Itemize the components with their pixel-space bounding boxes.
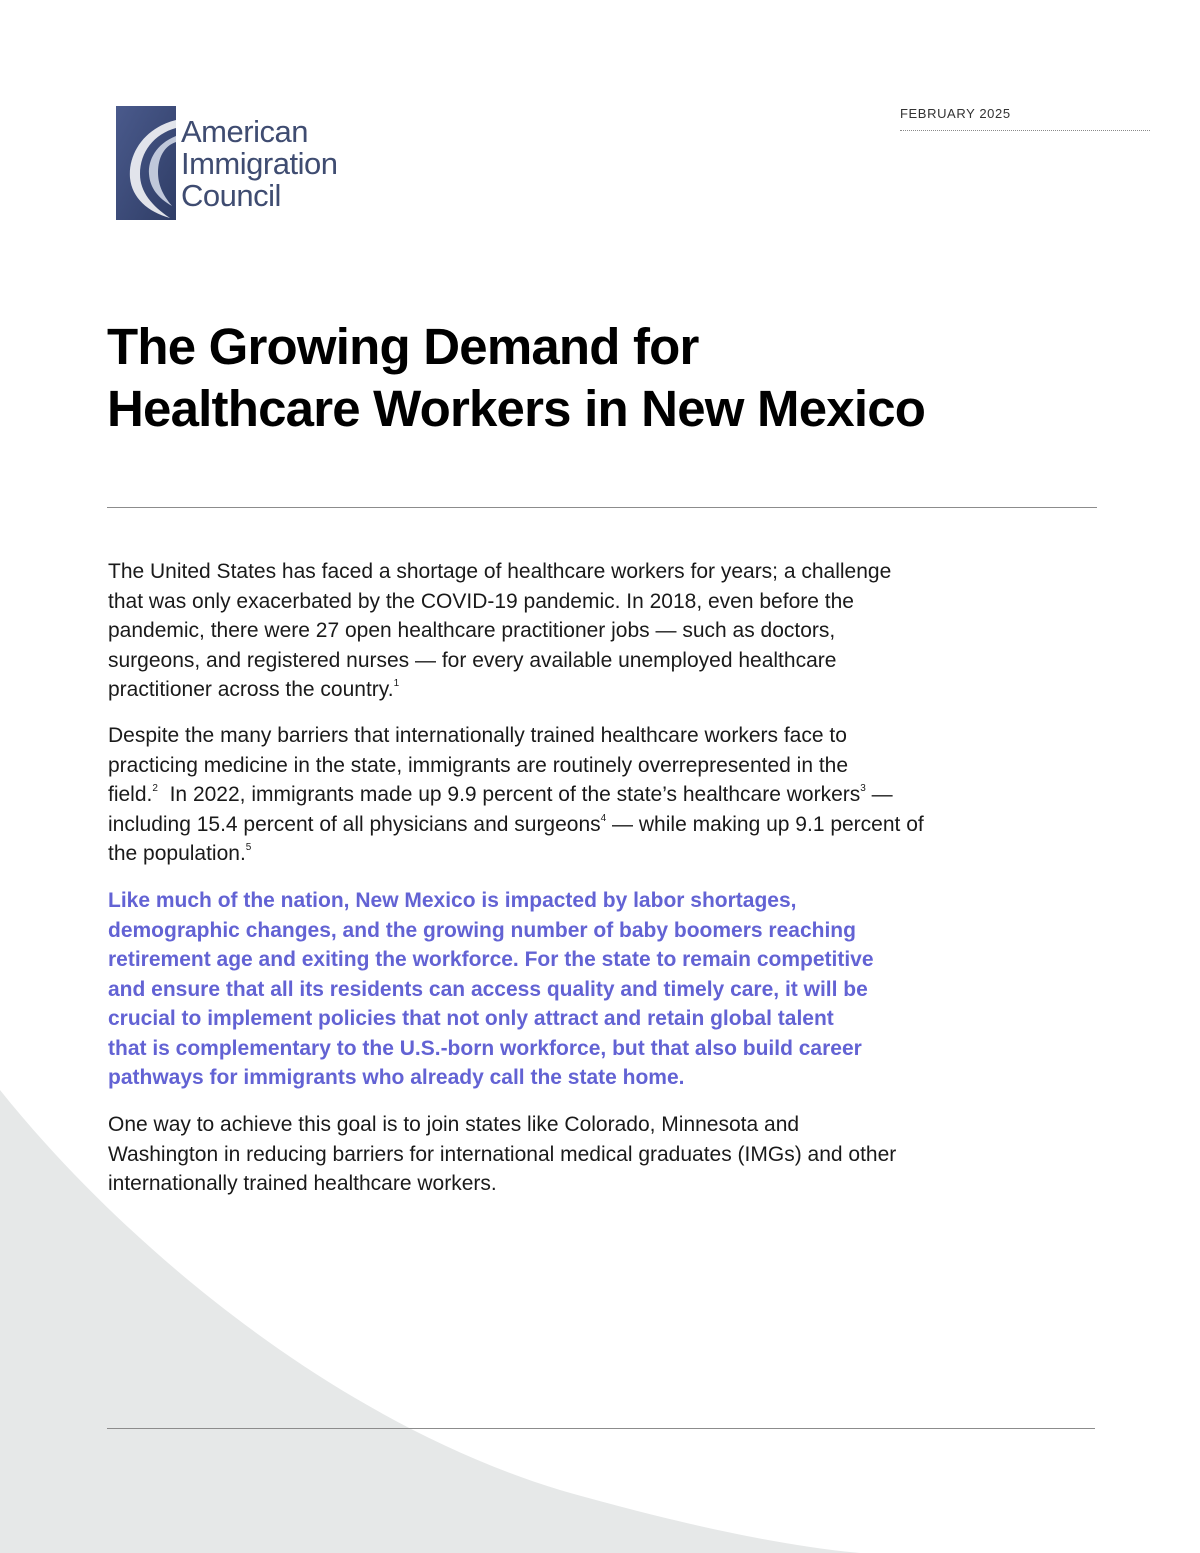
paragraph-line: Despite the many barriers that internationally trained healthcare workers face to <box>108 724 847 747</box>
paragraph-text: In 2022, immigrants made up 9.9 percent of the state’s healthcare workers <box>157 783 861 806</box>
page-title <box>107 316 1127 440</box>
paragraph-line: Washington in reducing barriers for international medical graduates (IMGs) and other <box>108 1142 897 1166</box>
paragraph-line: pandemic, there were 27 open healthcare practitioner jobs — such as doctors, <box>108 619 836 642</box>
paragraph-line <box>108 839 1108 869</box>
paragraph-text: — while making up 9.1 percent of <box>606 812 924 836</box>
paragraph-line: internationally trained healthcare workers. <box>108 1172 497 1195</box>
paragraph-text: the population. <box>108 842 246 865</box>
paragraph-line: One way to achieve this goal is to join states like Colorado, Minnesota and <box>108 1113 800 1136</box>
highlight-line: Like much of the nation, New Mexico is impacted by labor shortages, <box>108 889 797 912</box>
highlight-line: that is complementary to the U.S.-born workforce, but that also build career <box>108 1036 862 1060</box>
publication-date: FEBRUARY 2025 <box>900 106 1150 131</box>
footnote-ref[interactable]: 2 <box>152 783 158 794</box>
highlight-line: retirement age and exiting the workforce. For the state to remain competitive <box>108 948 874 971</box>
paragraph-text: — <box>865 783 893 806</box>
org-name-line-1: American <box>181 114 308 149</box>
paragraph-text: practitioner across the country. <box>108 678 394 701</box>
paragraph-intro <box>108 557 1108 705</box>
footer-divider <box>107 1428 1095 1429</box>
title-divider <box>107 507 1097 508</box>
paragraph-line: surgeons, and registered nurses — for every available unemployed healthcare <box>108 648 837 672</box>
paragraph-line: that was only exacerbated by the COVID-19 pandemic. In 2018, even before the <box>108 589 854 613</box>
highlight-line: crucial to implement policies that not only attract and retain global talent <box>108 1007 834 1030</box>
highlight-line: and ensure that all its residents can access quality and timely care, it will be <box>108 977 868 1001</box>
paragraph-line: The United States has faced a shortage of healthcare workers for years; a challenge <box>108 560 892 583</box>
paragraph-line: practicing medicine in the state, immigrants are routinely overrepresented in the <box>108 753 849 777</box>
paragraph-line <box>108 810 1108 840</box>
org-name-line-2: Immigration <box>181 146 338 181</box>
logo-mark-icon <box>116 106 176 220</box>
title-line-1: The Growing Demand for <box>107 318 699 375</box>
highlight-paragraph <box>108 886 1108 1093</box>
org-logo <box>116 106 366 222</box>
org-name-line-3: Council <box>181 178 281 213</box>
paragraph-policy <box>108 1110 1108 1199</box>
paragraph-line <box>108 675 1108 705</box>
paragraph-immigrant-share <box>108 721 1108 869</box>
org-name <box>181 116 337 212</box>
highlight-line: demographic changes, and the growing number of baby boomers reaching <box>108 918 856 942</box>
paragraph-line <box>108 780 1108 810</box>
footnote-ref[interactable]: 5 <box>245 842 252 853</box>
highlight-line: pathways for immigrants who already call the state home. <box>108 1066 685 1089</box>
footnote-ref[interactable]: 4 <box>600 812 607 824</box>
title-line-2: Healthcare Workers in New Mexico <box>107 380 926 437</box>
footnote-ref[interactable]: 1 <box>393 678 400 689</box>
paragraph-text: including 15.4 percent of all physicians and surgeons <box>108 812 601 836</box>
paragraph-text: field. <box>108 783 153 806</box>
footnote-ref[interactable]: 3 <box>860 783 866 794</box>
